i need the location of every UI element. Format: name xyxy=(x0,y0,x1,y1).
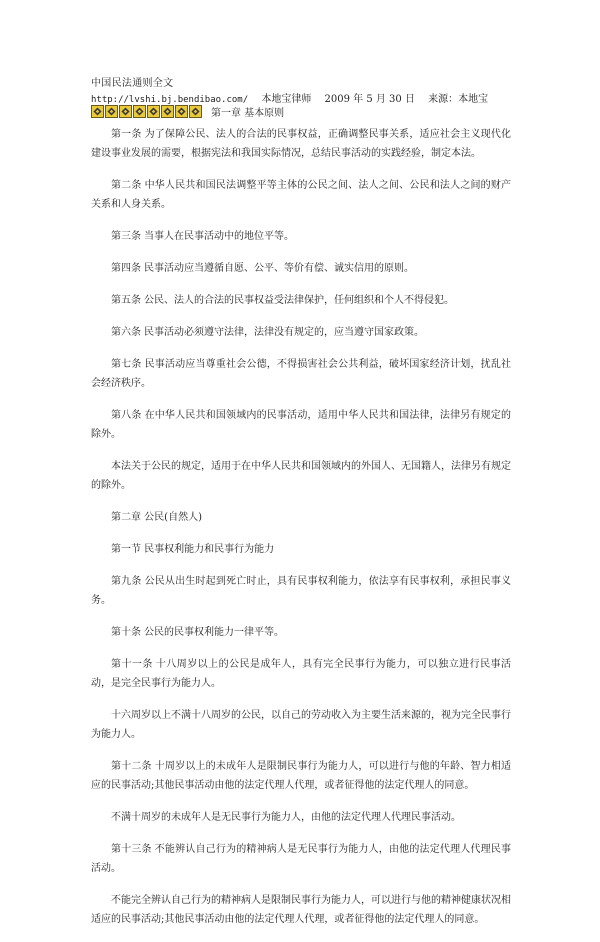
diamond-icon[interactable] xyxy=(161,105,174,118)
paragraph xyxy=(91,457,511,495)
paragraph-text: 中华人民共和国民法调整平等主体的公民之间、法人之间、公民和法人之间的财产关系和人身关系。 xyxy=(91,180,512,210)
article-number: 第十二条 xyxy=(111,761,152,772)
article-number: 第九条 xyxy=(111,576,142,587)
paragraph-text: 本法关于公民的规定，适用于在中华人民共和国领域内的外国人、无国籍人，法律另有规定的除外。 xyxy=(91,461,511,491)
paragraph xyxy=(91,655,511,693)
source-from: 来源：本地宝 xyxy=(428,94,489,105)
paragraph-text: 十六周岁以上不满十八周岁的公民，以自己的劳动收入为主要生活来源的，视为完全民事行为能力人。 xyxy=(91,710,511,740)
paragraph-text: 公民的民事权利能力一律平等。 xyxy=(144,627,284,638)
paragraph-text: 民事活动必须遵守法律，法律没有规定的，应当遵守国家政策。 xyxy=(144,327,424,338)
article-number: 第四条 xyxy=(111,263,141,274)
paragraph-text: 第一节 民事权利能力和民事行为能力 xyxy=(111,544,275,555)
paragraph xyxy=(91,176,511,214)
paragraph-text: 不能辨认自己行为的精神病人是无民事行为能力人，由他的法定代理人代理民事活动。 xyxy=(91,844,512,874)
paragraph-text: 不能完全辨认自己行为的精神病人是限制民事行为能力人，可以进行与他的精神健康状况相适应的民事活动;其他民事活动由他的法定代理人代理，或者征得他的法定代理人的同意。 xyxy=(91,895,511,925)
diamond-icon[interactable] xyxy=(105,105,118,118)
source-author: 本地宝律师 xyxy=(261,94,312,105)
paragraph-text: 不满十周岁的未成年人是无民事行为能力人，由他的法定代理人代理民事活动。 xyxy=(111,812,461,823)
source-url[interactable]: http://lvshi.bj.bendibao.com/ xyxy=(91,95,249,105)
paragraph xyxy=(91,508,511,527)
paragraph xyxy=(91,125,511,163)
article-number: 第六条 xyxy=(111,327,141,338)
icon-strip xyxy=(91,105,202,118)
paragraph xyxy=(91,227,511,246)
paragraph-text: 公民从出生时起到死亡时止，具有民事权利能力，依法享有民事权利，承担民事义务。 xyxy=(91,576,512,606)
article-number: 第一条 xyxy=(111,129,142,140)
diamond-icon[interactable] xyxy=(189,105,202,118)
diamond-icon[interactable] xyxy=(133,105,146,118)
paragraph xyxy=(91,840,511,878)
paragraph xyxy=(91,757,511,795)
source-date: 2009 年 5 月 30 日 xyxy=(324,94,415,105)
article-number: 第八条 xyxy=(111,410,142,421)
paragraph xyxy=(91,808,511,827)
paragraph xyxy=(91,623,511,642)
paragraph xyxy=(91,291,511,310)
article-number: 第五条 xyxy=(111,295,141,306)
paragraph xyxy=(91,259,511,278)
paragraph-text: 在中华人民共和国领域内的民事活动，适用中华人民共和国法律，法律另有规定的除外。 xyxy=(91,410,512,440)
diamond-icon[interactable] xyxy=(119,105,132,118)
diamond-icon[interactable] xyxy=(91,105,104,118)
paragraph-text: 十八周岁以上的公民是成年人，具有完全民事行为能力，可以独立进行民事活动，是完全民事行为能力人。 xyxy=(91,659,512,689)
source-line xyxy=(91,90,488,105)
paragraph-text: 第二章 公民(自然人) xyxy=(111,512,202,523)
paragraph xyxy=(91,355,511,393)
paragraph-text: 民事活动应当遵循自愿、公平、等价有偿、诚实信用的原则。 xyxy=(144,263,414,274)
paragraph xyxy=(91,406,511,444)
icon-bar xyxy=(91,104,284,118)
article-number: 第七条 xyxy=(111,359,142,370)
paragraph xyxy=(91,891,511,929)
article-number: 第十三条 xyxy=(111,844,152,855)
paragraph xyxy=(91,706,511,744)
paragraph xyxy=(91,323,511,342)
article-number: 第三条 xyxy=(111,231,141,242)
article-number: 第十一条 xyxy=(111,659,153,670)
paragraph-text: 当事人在民事活动中的地位平等。 xyxy=(144,231,294,242)
paragraph-text: 为了保障公民、法人的合法的民事权益，正确调整民事关系，适应社会主义现代化建设事业发展的需要，根据宪法和我国实际情况，总结民事活动的实践经验，制定本法。 xyxy=(91,129,512,159)
paragraph-text: 公民、法人的合法的民事权益受法律保护，任何组织和个人不得侵犯。 xyxy=(144,295,454,306)
diamond-icon[interactable] xyxy=(175,105,188,118)
article-number: 第二条 xyxy=(111,180,142,191)
chapter-heading: 第一章 基本原则 xyxy=(211,107,285,119)
paragraph-text: 民事活动应当尊重社会公德，不得损害社会公共利益，破坏国家经济计划，扰乱社会经济秩序。 xyxy=(91,359,512,389)
article-number: 第十条 xyxy=(111,627,141,638)
paragraph xyxy=(91,540,511,559)
document-body xyxy=(91,125,511,942)
diamond-icon[interactable] xyxy=(147,105,160,118)
paragraph-text: 十周岁以上的未成年人是限制民事行为能力人，可以进行与他的年龄、智力相适应的民事活动;其他民事活动由他的法定代理人代理，或者征得他的法定代理人的同意。 xyxy=(91,761,512,791)
document-title: 中国民法通则全文 xyxy=(91,78,174,89)
paragraph xyxy=(91,572,511,610)
